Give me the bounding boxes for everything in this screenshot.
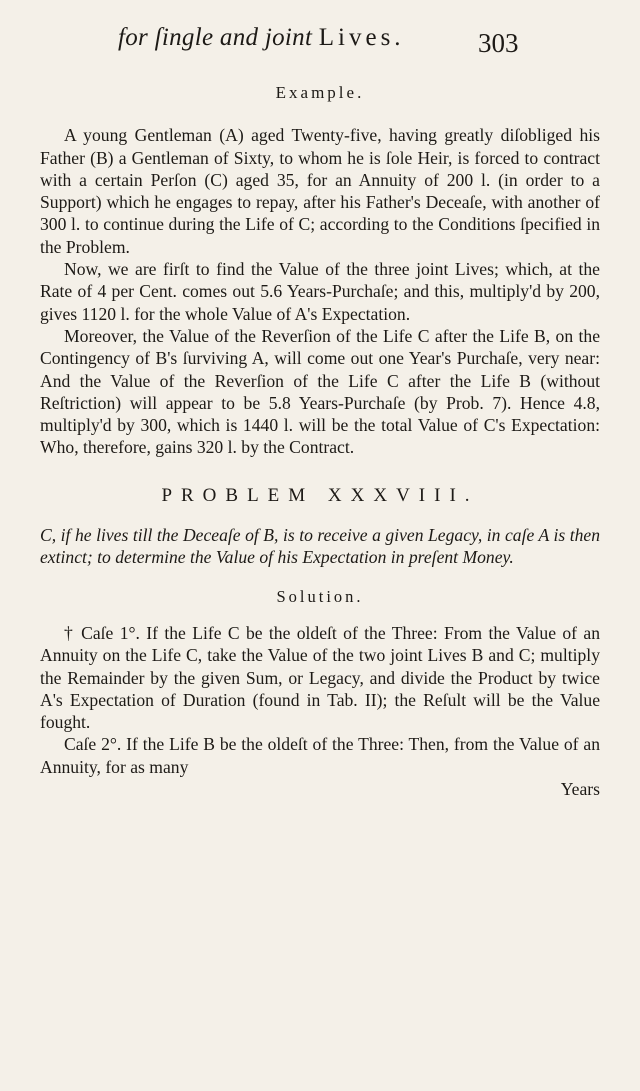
running-head-caps: Lives. (318, 24, 405, 51)
running-head (118, 24, 405, 52)
example-heading: Example. (275, 83, 365, 102)
solution-heading: Solution. (276, 586, 364, 606)
solution-paragraph-2: Caſe 2°. If the Life B be the oldeſt of the Three: Then, from the Value of an Annuity, for as many (40, 734, 600, 777)
problem-heading: PROBLEM XXXVIII. (161, 484, 479, 506)
example-paragraph-2: Now, we are firſt to find the Value of the three joint Lives; which, at the Rate of 4 per Cent. comes out 5.6 Years-Purchaſe; and this, multiply'd by 200, gives 1120 l. for the whole Value of A's Expectation. (40, 259, 600, 324)
example-paragraph-1: A young Gentleman (A) aged Twenty-five, having greatly diſobliged his Father (B) a Gentleman of Sixty, to whom he is ſole Heir, is forced to contract with a certain Perſon (C) aged 35, for an Annuity of 200 l. (in order to a Support) which he engages to repay, after his Father's Deceaſe, with another of 300 l. to continue during the Life of C; according to the Conditions ſpecified in the Problem. (40, 125, 600, 257)
catchword: Years (560, 779, 600, 800)
running-head-italic: for ſingle and joint (118, 24, 313, 51)
example-paragraph-3: Moreover, the Value of the Reverſion of the Life C after the Life B, on the Contingency of B's ſurviving A, will come out one Year's Purchaſe, very near: And the Value of the Reverſion of the Life C after the Life B (without Reſtriction) will appear to be 5.8 Years-Purchaſe (by Prob. 7). Hence 4.8, multiply'd by 300, which is 1440 l. will be the total Value of C's Expectation: Who, therefore, gains 320 l. by the Contract. (40, 325, 600, 458)
problem-statement: C, if he lives till the Deceaſe of B, is to receive a given Legacy, in caſe A is then extinct; to determine the Value of his Expectation in preſent Money. (40, 525, 600, 568)
page-number: 303 (478, 28, 519, 58)
page-header (0, 20, 640, 60)
solution-paragraph-1: † Caſe 1°. If the Life C be the oldeſt of the Three: From the Value of an Annuity on the Life C, take the Value of the two joint Lives B and C; multiply the Remainder by the given Sum, or Legacy, and divide the Product by twice A's Expectation of Duration (found in Tab. II); the Reſult will be the Value fought. (40, 622, 600, 733)
page-body (40, 82, 600, 800)
